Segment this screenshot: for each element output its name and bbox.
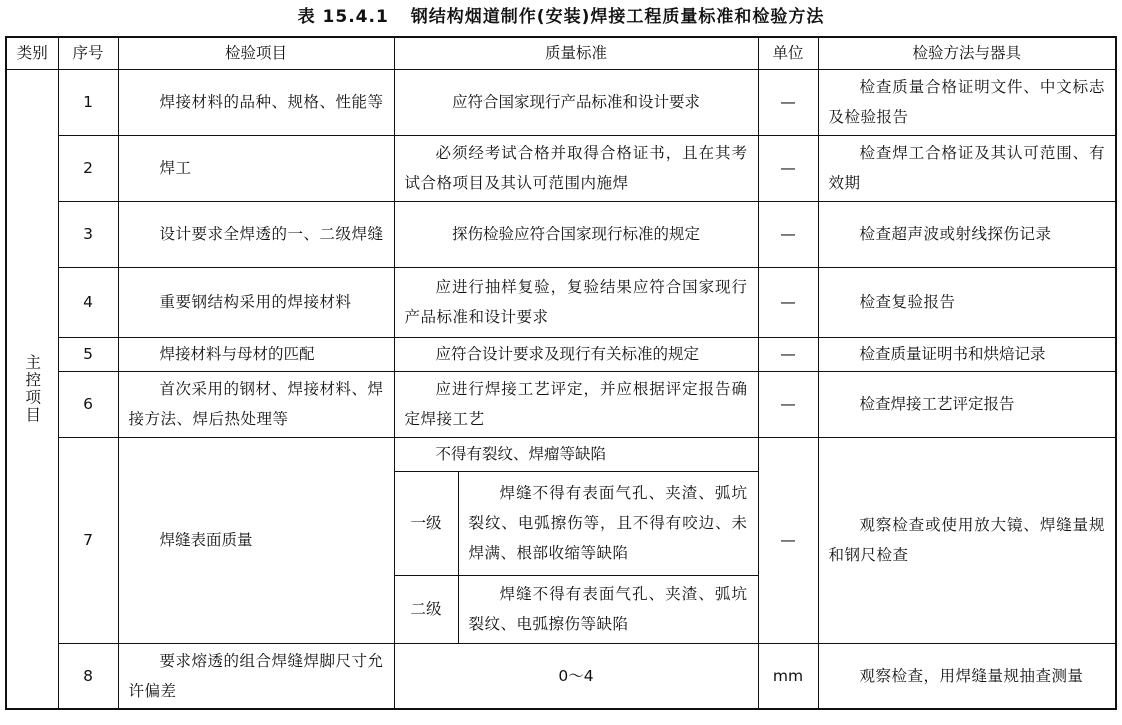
category-label: 主控项目	[23, 353, 42, 424]
table-row	[6, 201, 1116, 267]
method-cell: 观察检查或使用放大镜、焊缝量规和钢尺检查	[818, 437, 1116, 643]
header-seq: 序号	[58, 37, 118, 69]
table-row	[6, 69, 1116, 135]
standard-cell: 应符合设计要求及现行有关标准的规定	[394, 337, 758, 371]
table-row	[6, 437, 1116, 471]
method-cell: 检查焊工合格证及其认可范围、有效期	[818, 135, 1116, 201]
unit-cell: —	[758, 337, 818, 371]
grade1-text-cell: 焊缝不得有表面气孔、夹渣、弧坑裂纹、电弧擦伤等，且不得有咬边、未焊满、根部收缩等缺陷	[458, 471, 758, 575]
seq-cell: 2	[58, 135, 118, 201]
standard-general-cell: 不得有裂纹、焊瘤等缺陷	[394, 437, 758, 471]
table-row	[6, 643, 1116, 709]
unit-cell: —	[758, 135, 818, 201]
table-row	[6, 135, 1116, 201]
item-cell: 设计要求全焊透的一、二级焊缝	[118, 201, 394, 267]
header-row	[6, 37, 1116, 69]
item-cell: 焊缝表面质量	[118, 437, 394, 643]
seq-cell: 5	[58, 337, 118, 371]
seq-cell: 3	[58, 201, 118, 267]
grade2-label-cell: 二级	[394, 575, 458, 643]
method-cell: 观察检查，用焊缝量规抽查测量	[818, 643, 1116, 709]
table-row	[6, 337, 1116, 371]
header-category: 类别	[6, 37, 58, 69]
quality-standard-table	[5, 36, 1117, 710]
grade1-label-cell: 一级	[394, 471, 458, 575]
table-number: 表 15.4.1	[297, 7, 389, 27]
table-row	[6, 371, 1116, 437]
seq-cell: 4	[58, 267, 118, 337]
header-method: 检验方法与器具	[818, 37, 1116, 69]
unit-cell: —	[758, 201, 818, 267]
method-cell: 检查复验报告	[818, 267, 1116, 337]
item-cell: 重要钢结构采用的焊接材料	[118, 267, 394, 337]
standard-cell: 应进行抽样复验，复验结果应符合国家现行产品标准和设计要求	[394, 267, 758, 337]
unit-cell: —	[758, 437, 818, 643]
category-cell	[6, 69, 58, 709]
header-unit: 单位	[758, 37, 818, 69]
item-cell: 焊接材料与母材的匹配	[118, 337, 394, 371]
standard-cell: 0～4	[394, 643, 758, 709]
item-cell: 首次采用的钢材、焊接材料、焊接方法、焊后热处理等	[118, 371, 394, 437]
seq-cell: 8	[58, 643, 118, 709]
table-row	[6, 267, 1116, 337]
table-caption: 钢结构烟道制作(安装)焊接工程质量标准和检验方法	[410, 7, 825, 27]
header-item: 检验项目	[118, 37, 394, 69]
seq-cell: 1	[58, 69, 118, 135]
seq-cell: 6	[58, 371, 118, 437]
method-cell: 检查质量合格证明文件、中文标志及检验报告	[818, 69, 1116, 135]
table-title	[0, 2, 1122, 32]
standard-cell: 探伤检验应符合国家现行标准的规定	[394, 201, 758, 267]
unit-cell: —	[758, 267, 818, 337]
item-cell: 焊接材料的品种、规格、性能等	[118, 69, 394, 135]
standard-cell: 应进行焊接工艺评定，并应根据评定报告确定焊接工艺	[394, 371, 758, 437]
grade2-text-cell: 焊缝不得有表面气孔、夹渣、弧坑裂纹、电弧擦伤等缺陷	[458, 575, 758, 643]
unit-cell: —	[758, 371, 818, 437]
unit-cell: mm	[758, 643, 818, 709]
unit-cell: —	[758, 69, 818, 135]
header-standard: 质量标准	[394, 37, 758, 69]
seq-cell: 7	[58, 437, 118, 643]
method-cell: 检查超声波或射线探伤记录	[818, 201, 1116, 267]
standard-cell: 应符合国家现行产品标准和设计要求	[394, 69, 758, 135]
method-cell: 检查焊接工艺评定报告	[818, 371, 1116, 437]
item-cell: 焊工	[118, 135, 394, 201]
item-cell: 要求熔透的组合焊缝焊脚尺寸允许偏差	[118, 643, 394, 709]
standard-cell: 必须经考试合格并取得合格证书，且在其考试合格项目及其认可范围内施焊	[394, 135, 758, 201]
method-cell: 检查质量证明书和烘焙记录	[818, 337, 1116, 371]
